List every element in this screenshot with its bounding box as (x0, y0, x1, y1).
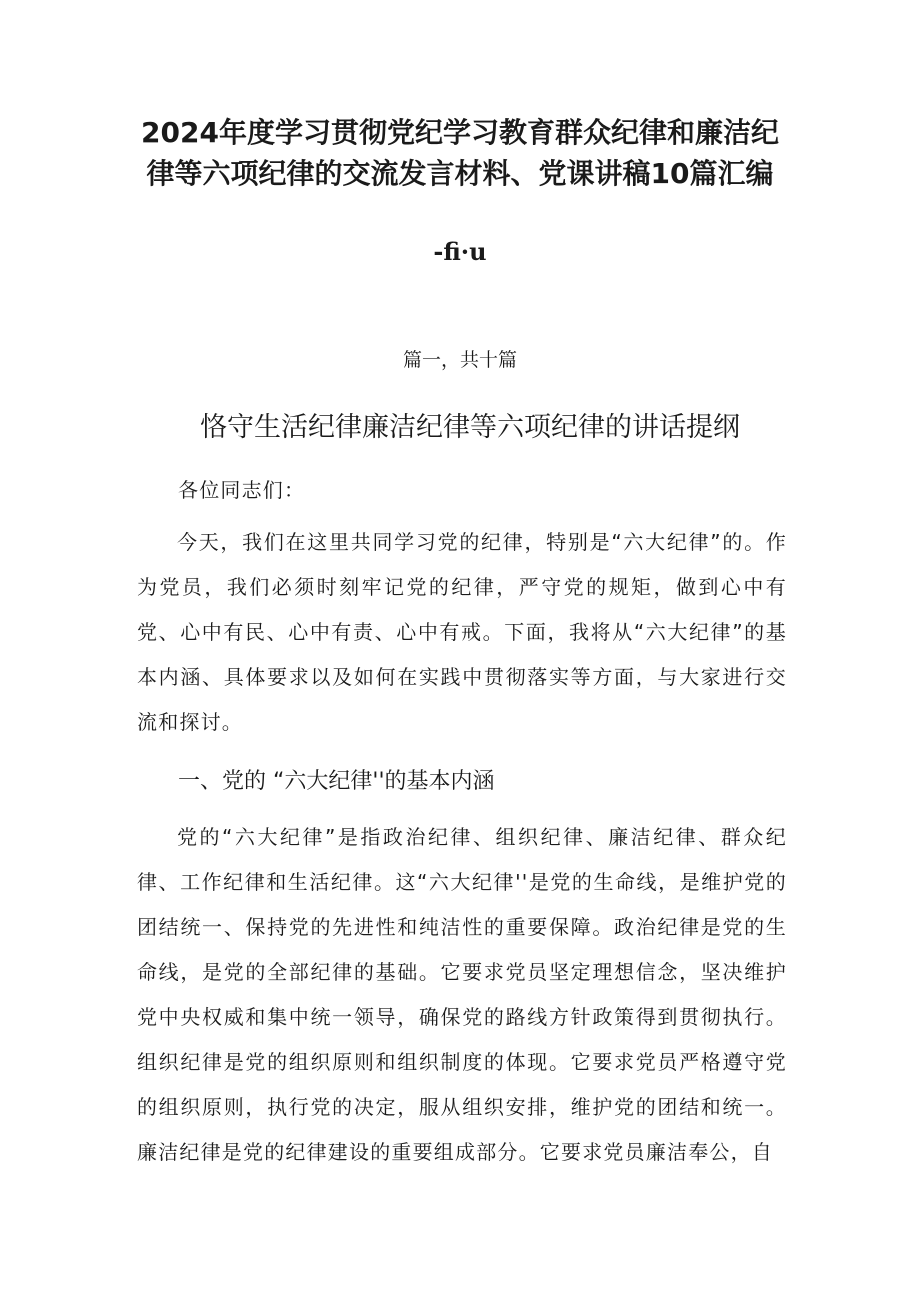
document-title: 2024年度学习贯彻党纪学习教育群众纪律和廉洁纪律等六项纪律的交流发言材料、党课讲稿10篇汇编 (141, 116, 779, 190)
speech-title: 恪守生活纪律廉洁纪律等六项纪律的讲话提纲 (200, 412, 740, 443)
paragraph-2: 党的“六大纪律”是指政治纪律、组织纪律、廉洁纪律、群众纪律、工作纪律和生活纪律。这“六大纪律''是党的生命线，是维护党的团结统一、保持党的先进性和纯洁性的重要保障。政治纪律是党的生命线，是党的全部纪律的基础。它要求党员坚定理想信念，坚决维护党中央权威和集中统一领导，确保党的路线方针政策得到贯彻执行。组织纪律是党的组织原则和组织制度的体现。它要求党员严格遵守党的组织原则，执行党的决定，服从组织安排，维护党的团结和统一。廉洁纪律是党的纪律建设的重要组成部分。它要求党员廉洁奉公，自 (137, 825, 787, 1164)
paragraph-1: 今天，我们在这里共同学习党的纪律，特别是“六大纪律”的。作为党员，我们必须时刻牢记党的纪律，严守党的规矩，做到心中有党、心中有民、心中有责、心中有戒。下面，我将从“六大纪律”的基本内涵、具体要求以及如何在实践中贯彻落实等方面，与大家进行交流和探讨。 (137, 530, 787, 734)
document-subtitle: -fi·u (433, 237, 487, 266)
section-heading-1: 一、党的 “六大纪律''的基本内涵 (178, 769, 495, 794)
section-count: 篇一，共十篇 (402, 349, 517, 371)
greeting-text: 各位同志们： (178, 478, 306, 502)
greeting-block (137, 468, 787, 513)
